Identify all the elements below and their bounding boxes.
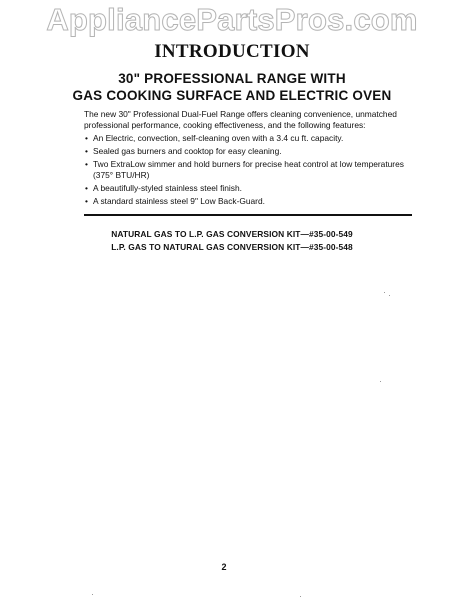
- bullet-icon: •: [85, 183, 88, 193]
- scan-speck: [300, 596, 301, 597]
- subtitle-line-1: 30" PROFESSIONAL RANGE WITH: [118, 71, 346, 86]
- feature-text: Two ExtraLow simmer and hold burners for precise heat control at low temperatures (375° BTU/HR): [93, 159, 404, 180]
- conversion-kit-line: L.P. GAS TO NATURAL GAS CONVERSION KIT—#35-00-548: [111, 241, 353, 252]
- feature-text: An Electric, convection, self-cleaning oven with a 3.4 cu ft. capacity.: [93, 133, 344, 143]
- section-divider: [84, 214, 412, 216]
- scan-speck: [389, 295, 390, 296]
- bullet-icon: •: [85, 146, 88, 156]
- intro-body: [84, 109, 404, 209]
- scan-speck: [380, 381, 381, 382]
- page-number: 2: [221, 562, 227, 572]
- conversion-kits: [0, 228, 464, 253]
- intro-paragraph: The new 30" Professional Dual-Fuel Range offers cleaning convenience, unmatched professional performance, cooking effectiveness, and the following features:: [84, 109, 397, 130]
- feature-item: [84, 146, 404, 157]
- feature-text: A beautifully-styled stainless steel finish.: [93, 183, 242, 193]
- feature-item: [84, 196, 404, 207]
- feature-list: [84, 133, 404, 207]
- bullet-icon: •: [85, 196, 88, 206]
- feature-item: [84, 159, 404, 181]
- bullet-icon: •: [85, 133, 88, 143]
- document-subtitle: [0, 70, 464, 104]
- scan-speck: [92, 594, 93, 595]
- feature-item: [84, 133, 404, 144]
- conversion-kit-line: NATURAL GAS TO L.P. GAS CONVERSION KIT—#35-00-549: [111, 229, 353, 239]
- feature-text: A standard stainless steel 9" Low Back-Guard.: [93, 196, 265, 206]
- scan-speck: [384, 292, 385, 293]
- feature-item: [84, 183, 404, 194]
- subtitle-line-2: GAS COOKING SURFACE AND ELECTRIC OVEN: [72, 88, 392, 103]
- bullet-icon: •: [85, 159, 88, 169]
- watermark: AppliancePartsPros.com: [46, 2, 418, 37]
- feature-text: Sealed gas burners and cooktop for easy cleaning.: [93, 146, 282, 156]
- page-title: INTRODUCTION: [154, 41, 310, 62]
